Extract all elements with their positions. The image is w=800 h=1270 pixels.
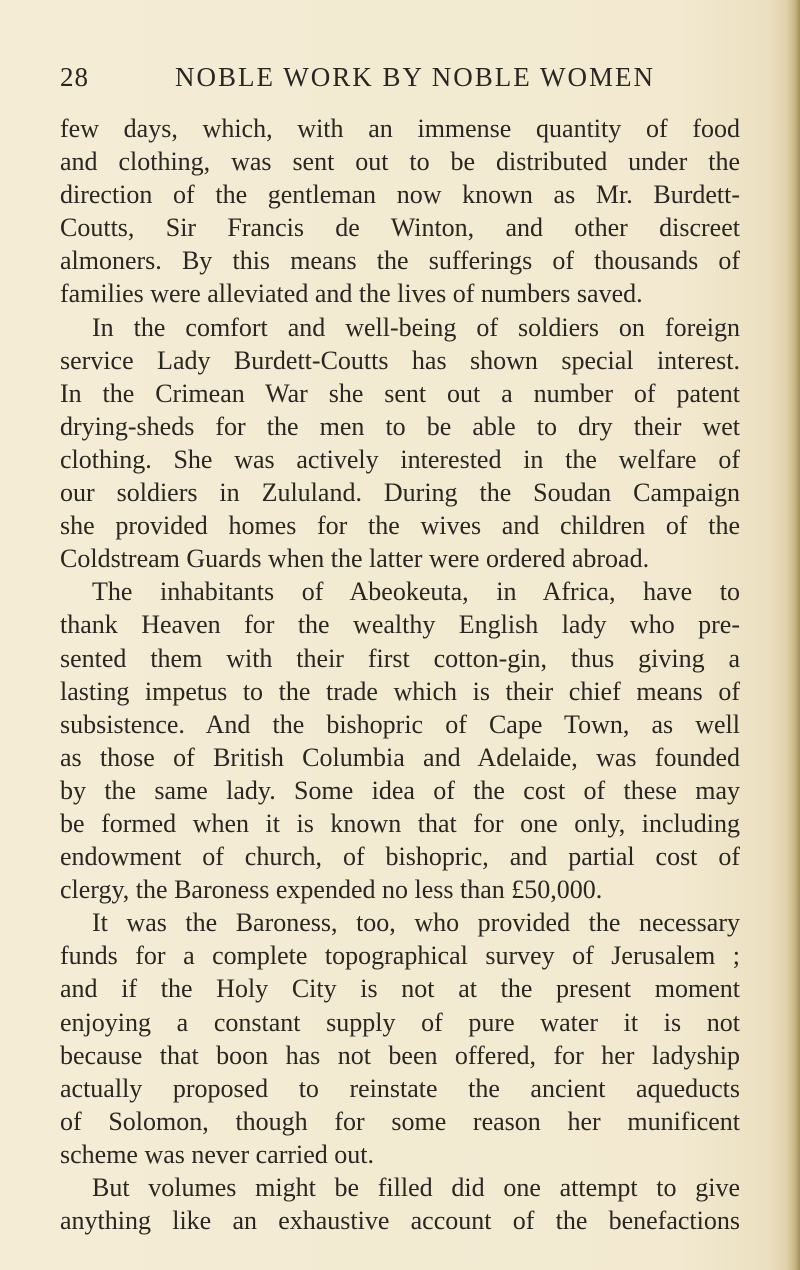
text-line: as those of British Columbia and Adelaide, was founded	[60, 742, 740, 772]
text-line: and clothing, was sent out to be distributed under the	[60, 147, 740, 177]
text-line: because that boon has not been offered, for her ladyship	[60, 1040, 740, 1070]
text-line: lasting impetus to the trade which is their chief means of	[60, 676, 740, 706]
text-line: Coldstream Guards when the latter were ordered abroad.	[60, 544, 650, 574]
text-line: be formed when it is known that for one only, including	[60, 808, 740, 838]
text-line: subsistence. And the bishopric of Cape Town, as well	[60, 709, 740, 739]
text-line: drying-sheds for the men to be able to dry their wet	[60, 411, 740, 441]
text-line: scheme was never carried out.	[60, 1139, 375, 1169]
text-line: funds for a complete topographical survey of Jerusalem ;	[60, 941, 740, 971]
page-number: 28	[60, 62, 89, 92]
text-line: In the comfort and well-being of soldiers on foreign	[92, 312, 740, 342]
text-line: In the Crimean War she sent out a number of patent	[60, 378, 740, 408]
text-line: Coutts, Sir Francis de Winton, and other discreet	[60, 213, 740, 243]
text-line: and if the Holy City is not at the present moment	[60, 974, 740, 1004]
text-line: of Solomon, though for some reason her munificent	[60, 1106, 740, 1136]
text-line: actually proposed to reinstate the ancient aqueducts	[60, 1073, 740, 1103]
text-line: It was the Baroness, too, who provided the necessary	[92, 908, 740, 938]
text-line: direction of the gentleman now known as Mr. Burdett-	[60, 180, 740, 210]
text-line: almoners. By this means the sufferings of thousands of	[60, 246, 740, 276]
body-text	[60, 112, 740, 1237]
text-line: clothing. She was actively interested in the welfare of	[60, 444, 740, 474]
page-header	[60, 62, 740, 94]
text-line: thank Heaven for the wealthy English lady who pre-	[60, 610, 740, 640]
text-line: sented them with their first cotton-gin, thus giving a	[60, 643, 740, 673]
text-line: families were alleviated and the lives of numbers saved.	[60, 279, 643, 309]
text-line: service Lady Burdett-Coutts has shown special interest.	[60, 345, 740, 375]
text-line: enjoying a constant supply of pure water it is not	[60, 1007, 740, 1037]
page-edge-stain	[786, 0, 800, 1270]
running-title: NOBLE WORK BY NOBLE WOMEN	[175, 62, 655, 92]
text-line: few days, which, with an immense quantity of food	[60, 114, 740, 143]
text-line: she provided homes for the wives and children of the	[60, 511, 740, 541]
text-line: But volumes might be filled did one attempt to give	[92, 1173, 740, 1202]
text-line: anything like an exhaustive account of the benefactions	[60, 1206, 740, 1236]
text-line: endowment of church, of bishopric, and partial cost of	[60, 842, 740, 872]
text-line: clergy, the Baroness expended no less than £50,000.	[60, 875, 603, 905]
text-line: by the same lady. Some idea of the cost of these may	[60, 775, 740, 805]
text-line: The inhabitants of Abeokeuta, in Africa, have to	[92, 577, 740, 607]
text-line: our soldiers in Zululand. During the Soudan Campaign	[60, 478, 740, 508]
